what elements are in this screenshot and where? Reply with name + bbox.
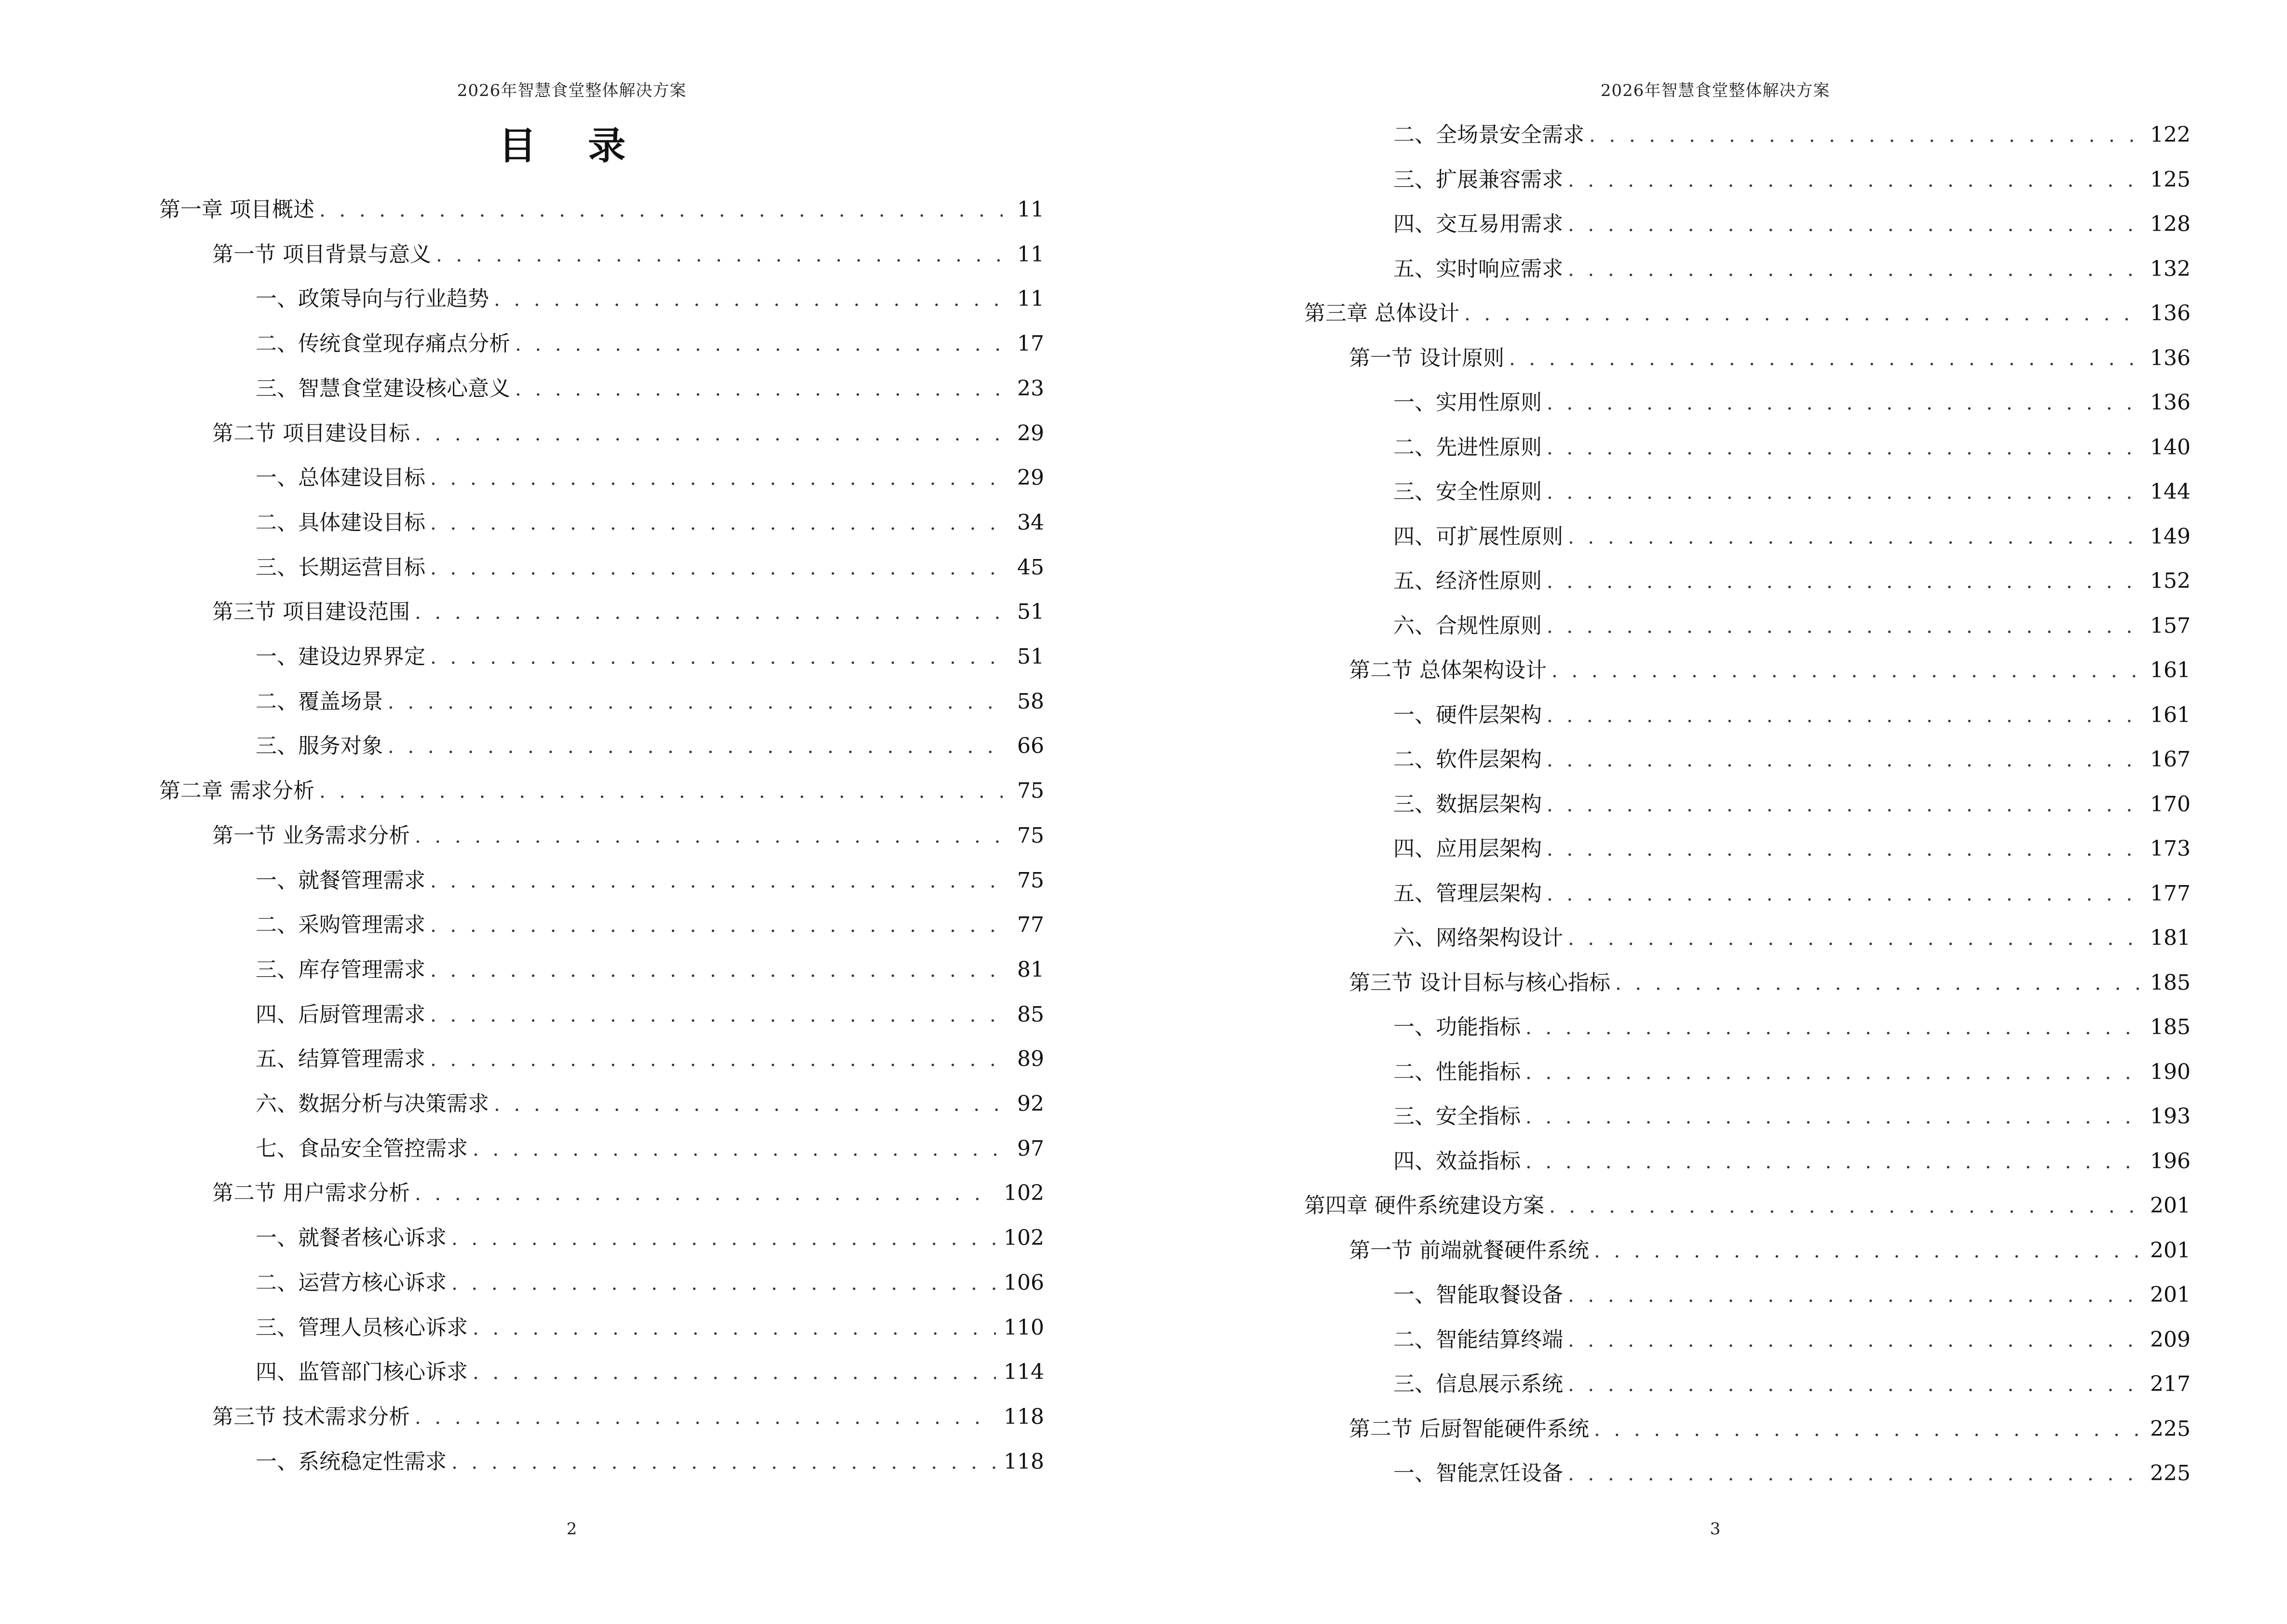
toc-entry-label: 二、全场景安全需求 bbox=[1393, 123, 1584, 147]
dot-leader bbox=[1568, 166, 2142, 195]
toc-entry-label: 第三节 设计目标与核心指标 bbox=[1349, 970, 1610, 995]
dot-leader bbox=[515, 330, 1003, 359]
toc-entry-page-number: 51 bbox=[1017, 600, 1044, 624]
toc-entry[interactable] bbox=[256, 553, 1044, 582]
toc-entry-page-number: 102 bbox=[1004, 1181, 1044, 1205]
dot-leader bbox=[494, 1090, 1003, 1119]
toc-entry-label: 二、采购管理需求 bbox=[256, 913, 425, 937]
toc-entry[interactable] bbox=[256, 285, 1044, 314]
dot-leader bbox=[451, 1224, 996, 1253]
toc-entry-page-number: 85 bbox=[1017, 1002, 1044, 1027]
toc-entry-label: 一、政策导向与行业趋势 bbox=[256, 287, 489, 311]
toc-entry-label: 六、网络架构设计 bbox=[1393, 926, 1563, 950]
toc-entry[interactable] bbox=[1349, 1415, 2191, 1444]
running-header: 2026年智慧食堂整体解决方案 bbox=[1600, 81, 1830, 100]
toc-entry-page-number: 29 bbox=[1017, 421, 1044, 446]
toc-entry-label: 二、传统食堂现存痛点分析 bbox=[256, 331, 510, 356]
toc-entry-label: 第二节 项目建设目标 bbox=[212, 421, 410, 446]
dot-leader bbox=[1464, 300, 2142, 328]
toc-entry[interactable] bbox=[256, 1269, 1044, 1297]
toc-entry[interactable] bbox=[256, 1000, 1044, 1029]
dot-leader bbox=[1525, 1058, 2142, 1087]
toc-entry-label: 第一节 前端就餐硬件系统 bbox=[1349, 1238, 1589, 1263]
dot-leader bbox=[430, 911, 1003, 940]
toc-entry-label: 第二章 需求分析 bbox=[159, 778, 314, 803]
dot-leader bbox=[415, 1403, 996, 1432]
toc-entry[interactable] bbox=[212, 1403, 1044, 1432]
toc-entry-page-number: 136 bbox=[2150, 346, 2191, 370]
toc-entry-label: 二、运营方核心诉求 bbox=[256, 1270, 447, 1295]
dot-leader bbox=[515, 375, 1003, 404]
toc-entry[interactable] bbox=[256, 687, 1044, 716]
toc-entry-page-number: 118 bbox=[1004, 1449, 1044, 1474]
toc-entry[interactable] bbox=[1393, 567, 2191, 596]
dot-leader bbox=[1568, 210, 2142, 239]
toc-entry[interactable] bbox=[256, 1224, 1044, 1253]
dot-leader bbox=[430, 1045, 1003, 1074]
dot-leader bbox=[319, 777, 1003, 806]
toc-entry[interactable] bbox=[1304, 1191, 2191, 1220]
dot-leader bbox=[415, 598, 1003, 627]
toc-entry[interactable] bbox=[256, 866, 1044, 895]
toc-entry[interactable] bbox=[1393, 1459, 2191, 1488]
dot-leader bbox=[1547, 835, 2142, 864]
toc-entry-page-number: 58 bbox=[1017, 689, 1044, 714]
dot-leader bbox=[415, 420, 1003, 449]
toc-entry-page-number: 132 bbox=[2150, 257, 2191, 281]
dot-leader bbox=[1568, 1281, 2142, 1310]
toc-entry[interactable] bbox=[256, 464, 1044, 492]
toc-entry-label: 第一节 业务需求分析 bbox=[212, 823, 410, 848]
toc-entry-page-number: 144 bbox=[2150, 479, 2191, 504]
toc-entry-page-number: 77 bbox=[1017, 913, 1044, 937]
toc-entry-label: 三、智慧食堂建设核心意义 bbox=[256, 376, 510, 401]
dot-leader bbox=[430, 554, 1003, 583]
dot-leader bbox=[1525, 1013, 2142, 1042]
dot-leader bbox=[1547, 880, 2142, 909]
toc-entry-label: 六、数据分析与决策需求 bbox=[256, 1092, 489, 1116]
toc-entry-label: 一、功能指标 bbox=[1393, 1015, 1521, 1039]
toc-entry-label: 第一节 设计原则 bbox=[1349, 346, 1504, 370]
toc-entry-label: 二、性能指标 bbox=[1393, 1060, 1521, 1084]
toc-entry[interactable] bbox=[1349, 344, 2191, 373]
toc-entry[interactable] bbox=[1393, 165, 2191, 194]
toc-entry-label: 三、安全指标 bbox=[1393, 1104, 1521, 1129]
toc-entry-label: 第一节 项目背景与意义 bbox=[212, 242, 431, 267]
dot-leader bbox=[1552, 656, 2142, 685]
toc-entry[interactable] bbox=[1393, 924, 2191, 953]
toc-entry-label: 二、软件层架构 bbox=[1393, 747, 1542, 772]
toc-entry-label: 一、系统稳定性需求 bbox=[256, 1449, 447, 1474]
toc-entry-label: 六、合规性原则 bbox=[1393, 614, 1542, 638]
toc-entry-label: 第四章 硬件系统建设方案 bbox=[1304, 1193, 1544, 1218]
toc-entry-page-number: 122 bbox=[2150, 123, 2191, 147]
toc-entry[interactable] bbox=[256, 329, 1044, 358]
toc-entry-label: 第三节 技术需求分析 bbox=[212, 1405, 410, 1429]
dot-leader bbox=[1509, 344, 2142, 373]
toc-entry-page-number: 66 bbox=[1017, 734, 1044, 758]
toc-entry[interactable] bbox=[1349, 656, 2191, 685]
toc-title: 目 录 bbox=[498, 124, 645, 168]
toc-entry-page-number: 118 bbox=[1004, 1405, 1044, 1429]
dot-leader bbox=[1547, 746, 2142, 775]
dot-leader bbox=[1547, 612, 2142, 641]
dot-leader bbox=[1525, 1103, 2142, 1132]
dot-leader bbox=[430, 867, 1003, 896]
toc-entry[interactable] bbox=[1304, 299, 2191, 328]
toc-entry[interactable] bbox=[256, 1045, 1044, 1074]
dot-leader bbox=[1568, 523, 2142, 552]
toc-entry-label: 第一章 项目概述 bbox=[159, 197, 314, 222]
toc-entry[interactable] bbox=[1393, 612, 2191, 641]
toc-entry-page-number: 170 bbox=[2150, 792, 2191, 817]
toc-entry-label: 一、就餐管理需求 bbox=[256, 868, 425, 893]
dot-leader bbox=[1568, 924, 2142, 953]
toc-entry-page-number: 29 bbox=[1017, 465, 1044, 490]
toc-entry-label: 三、信息展示系统 bbox=[1393, 1372, 1563, 1396]
toc-entry-page-number: 128 bbox=[2150, 212, 2191, 236]
toc-entry-label: 第三节 项目建设范围 bbox=[212, 600, 410, 624]
toc-entry-page-number: 97 bbox=[1017, 1136, 1044, 1161]
dot-leader bbox=[1547, 389, 2142, 418]
toc-entry-label: 三、数据层架构 bbox=[1393, 792, 1542, 817]
toc-entry[interactable] bbox=[1393, 879, 2191, 908]
dot-leader bbox=[1547, 791, 2142, 819]
toc-entry-label: 三、扩展兼容需求 bbox=[1393, 167, 1563, 192]
toc-entry[interactable] bbox=[212, 240, 1044, 269]
toc-entry-label: 五、结算管理需求 bbox=[256, 1047, 425, 1071]
toc-entry[interactable] bbox=[1393, 745, 2191, 774]
toc-entry-page-number: 89 bbox=[1017, 1047, 1044, 1071]
toc-entry-page-number: 114 bbox=[1004, 1360, 1044, 1384]
toc-entry-label: 四、可扩展性原则 bbox=[1393, 524, 1563, 549]
toc-entry-page-number: 51 bbox=[1017, 644, 1044, 669]
toc-entry[interactable] bbox=[1393, 790, 2191, 819]
toc-entry[interactable] bbox=[1393, 1058, 2191, 1087]
dot-leader bbox=[1547, 701, 2142, 730]
toc-entry-label: 一、智能烹饪设备 bbox=[1393, 1461, 1563, 1486]
toc-entry[interactable] bbox=[256, 1090, 1044, 1119]
toc-entry[interactable] bbox=[1393, 255, 2191, 284]
toc-entry-page-number: 217 bbox=[2150, 1372, 2191, 1396]
toc-entry-label: 四、效益指标 bbox=[1393, 1149, 1521, 1174]
dot-leader bbox=[319, 196, 1003, 225]
toc-entry-page-number: 167 bbox=[2150, 747, 2191, 772]
toc-entry-label: 一、智能取餐设备 bbox=[1393, 1283, 1563, 1307]
toc-page-right bbox=[1144, 0, 2287, 1624]
toc-entry-label: 二、具体建设目标 bbox=[256, 510, 425, 535]
toc-entry-label: 三、长期运营目标 bbox=[256, 555, 425, 580]
toc-entry-label: 一、建设边界界定 bbox=[256, 644, 425, 669]
toc-entry-page-number: 136 bbox=[2150, 301, 2191, 326]
toc-entry-label: 二、先进性原则 bbox=[1393, 435, 1542, 460]
toc-entry[interactable] bbox=[1393, 210, 2191, 239]
toc-entry[interactable] bbox=[1393, 1281, 2191, 1310]
dot-leader bbox=[1594, 1237, 2142, 1266]
toc-entry-label: 第二节 后厨智能硬件系统 bbox=[1349, 1417, 1589, 1441]
toc-entry[interactable] bbox=[1393, 121, 2191, 150]
toc-entry[interactable] bbox=[1393, 388, 2191, 417]
toc-entry[interactable] bbox=[1393, 1147, 2191, 1176]
toc-entry[interactable] bbox=[256, 1313, 1044, 1342]
toc-entry-page-number: 75 bbox=[1017, 778, 1044, 803]
toc-entry[interactable] bbox=[256, 732, 1044, 761]
toc-entry-page-number: 177 bbox=[2150, 881, 2191, 906]
dot-leader bbox=[388, 732, 1003, 761]
dot-leader bbox=[1547, 434, 2142, 463]
toc-entry-page-number: 161 bbox=[2150, 703, 2191, 727]
dot-leader bbox=[436, 241, 1003, 270]
dot-leader bbox=[1594, 1415, 2142, 1444]
dot-leader bbox=[1568, 1326, 2142, 1355]
toc-entry[interactable] bbox=[256, 955, 1044, 984]
toc-entry-label: 四、交互易用需求 bbox=[1393, 212, 1563, 236]
dot-leader bbox=[430, 464, 1003, 493]
toc-entry-page-number: 185 bbox=[2150, 970, 2191, 995]
toc-entry-label: 五、管理层架构 bbox=[1393, 881, 1542, 906]
toc-list bbox=[1144, 0, 2287, 1624]
toc-entry-page-number: 225 bbox=[2150, 1461, 2191, 1486]
toc-entry[interactable] bbox=[256, 1447, 1044, 1476]
toc-entry-page-number: 225 bbox=[2150, 1417, 2191, 1441]
dot-leader bbox=[1589, 121, 2142, 150]
toc-entry-label: 二、覆盖场景 bbox=[256, 689, 383, 714]
toc-entry-page-number: 11 bbox=[1017, 197, 1044, 222]
toc-entry[interactable] bbox=[256, 642, 1044, 671]
toc-entry[interactable] bbox=[159, 195, 1044, 224]
toc-entry[interactable] bbox=[1393, 1013, 2191, 1042]
toc-entry-page-number: 201 bbox=[2150, 1283, 2191, 1307]
page-number: 2 bbox=[566, 1519, 577, 1539]
toc-entry[interactable] bbox=[212, 598, 1044, 627]
toc-entry-page-number: 190 bbox=[2150, 1060, 2191, 1084]
toc-entry[interactable] bbox=[1393, 1325, 2191, 1354]
toc-entry-label: 四、后厨管理需求 bbox=[256, 1002, 425, 1027]
dot-leader bbox=[415, 822, 1003, 851]
dot-leader bbox=[473, 1358, 996, 1387]
toc-entry[interactable] bbox=[1393, 478, 2191, 506]
dot-leader bbox=[415, 1179, 996, 1208]
toc-entry-page-number: 34 bbox=[1017, 510, 1044, 535]
toc-entry-label: 一、硬件层架构 bbox=[1393, 703, 1542, 727]
toc-entry[interactable] bbox=[256, 1358, 1044, 1387]
dot-leader bbox=[1568, 1460, 2142, 1488]
toc-entry-page-number: 196 bbox=[2150, 1149, 2191, 1174]
toc-entry[interactable] bbox=[212, 821, 1044, 850]
toc-entry-label: 四、监管部门核心诉求 bbox=[256, 1360, 468, 1384]
toc-entry-page-number: 92 bbox=[1017, 1092, 1044, 1116]
toc-entry-page-number: 11 bbox=[1017, 287, 1044, 311]
toc-entry-page-number: 75 bbox=[1017, 868, 1044, 893]
toc-entry[interactable] bbox=[1393, 834, 2191, 863]
toc-entry[interactable] bbox=[1349, 1236, 2191, 1265]
dot-leader bbox=[473, 1135, 1003, 1164]
toc-entry[interactable] bbox=[1393, 1102, 2191, 1131]
dot-leader bbox=[1547, 478, 2142, 507]
dot-leader bbox=[1568, 1370, 2142, 1399]
toc-entry-label: 一、总体建设目标 bbox=[256, 465, 425, 490]
toc-entry-label: 三、安全性原则 bbox=[1393, 479, 1542, 504]
toc-entry[interactable] bbox=[159, 777, 1044, 805]
dot-leader bbox=[388, 688, 1003, 717]
toc-entry-label: 第三章 总体设计 bbox=[1304, 301, 1459, 326]
toc-entry[interactable] bbox=[1393, 433, 2191, 462]
toc-entry-label: 三、服务对象 bbox=[256, 734, 383, 758]
toc-entry-label: 七、食品安全管控需求 bbox=[256, 1136, 468, 1161]
toc-entry-page-number: 17 bbox=[1017, 331, 1044, 356]
toc-entry-page-number: 209 bbox=[2150, 1327, 2191, 1352]
dot-leader bbox=[430, 509, 1003, 538]
dot-leader bbox=[473, 1314, 996, 1343]
dot-leader bbox=[451, 1448, 996, 1477]
toc-entry-page-number: 149 bbox=[2150, 524, 2191, 549]
dot-leader bbox=[430, 1001, 1003, 1030]
toc-entry-page-number: 185 bbox=[2150, 1015, 2191, 1039]
toc-entry-label: 五、实时响应需求 bbox=[1393, 257, 1563, 281]
toc-entry-page-number: 106 bbox=[1004, 1270, 1044, 1295]
toc-entry-page-number: 193 bbox=[2150, 1104, 2191, 1129]
toc-entry[interactable] bbox=[212, 1179, 1044, 1208]
toc-entry[interactable] bbox=[1349, 969, 2191, 997]
running-header: 2026年智慧食堂整体解决方案 bbox=[457, 81, 687, 100]
toc-entry-page-number: 125 bbox=[2150, 167, 2191, 192]
toc-entry-page-number: 110 bbox=[1004, 1315, 1044, 1340]
toc-entry[interactable] bbox=[256, 374, 1044, 403]
toc-entry[interactable] bbox=[1393, 522, 2191, 551]
toc-entry-page-number: 157 bbox=[2150, 614, 2191, 638]
toc-entry-page-number: 23 bbox=[1017, 376, 1044, 401]
toc-entry-page-number: 102 bbox=[1004, 1226, 1044, 1250]
toc-entry-page-number: 152 bbox=[2150, 569, 2191, 593]
page-number: 3 bbox=[1710, 1519, 1721, 1539]
toc-entry-label: 第二节 总体架构设计 bbox=[1349, 658, 1547, 682]
toc-entry[interactable] bbox=[256, 508, 1044, 537]
toc-entry-page-number: 75 bbox=[1017, 823, 1044, 848]
dot-leader bbox=[1549, 1192, 2142, 1221]
toc-entry[interactable] bbox=[212, 419, 1044, 448]
dot-leader bbox=[1615, 969, 2142, 998]
dot-leader bbox=[430, 956, 1003, 985]
dot-leader bbox=[1525, 1147, 2142, 1176]
toc-entry[interactable] bbox=[256, 911, 1044, 940]
dot-leader bbox=[494, 285, 1003, 314]
toc-entry-label: 一、就餐者核心诉求 bbox=[256, 1226, 447, 1250]
toc-entry-page-number: 140 bbox=[2150, 435, 2191, 460]
toc-entry-label: 五、经济性原则 bbox=[1393, 569, 1542, 593]
toc-entry[interactable] bbox=[1393, 1370, 2191, 1399]
toc-entry-page-number: 161 bbox=[2150, 658, 2191, 682]
toc-entry[interactable] bbox=[1393, 701, 2191, 730]
toc-entry-label: 三、库存管理需求 bbox=[256, 957, 425, 982]
dot-leader bbox=[430, 643, 1003, 672]
toc-entry-label: 四、应用层架构 bbox=[1393, 836, 1542, 861]
toc-entry[interactable] bbox=[256, 1134, 1044, 1163]
toc-entry-page-number: 11 bbox=[1017, 242, 1044, 267]
dot-leader bbox=[451, 1269, 996, 1298]
toc-entry-page-number: 201 bbox=[2150, 1193, 2191, 1218]
toc-entry-page-number: 201 bbox=[2150, 1238, 2191, 1263]
toc-entry-label: 二、智能结算终端 bbox=[1393, 1327, 1563, 1352]
dot-leader bbox=[1568, 255, 2142, 284]
toc-entry-page-number: 45 bbox=[1017, 555, 1044, 580]
toc-entry-label: 第二节 用户需求分析 bbox=[212, 1181, 410, 1205]
toc-entry-label: 三、管理人员核心诉求 bbox=[256, 1315, 468, 1340]
toc-entry-page-number: 173 bbox=[2150, 836, 2191, 861]
toc-entry-label: 一、实用性原则 bbox=[1393, 390, 1542, 415]
dot-leader bbox=[1547, 567, 2142, 596]
toc-entry-page-number: 181 bbox=[2150, 926, 2191, 950]
toc-entry-page-number: 136 bbox=[2150, 390, 2191, 415]
toc-entry-page-number: 81 bbox=[1017, 957, 1044, 982]
